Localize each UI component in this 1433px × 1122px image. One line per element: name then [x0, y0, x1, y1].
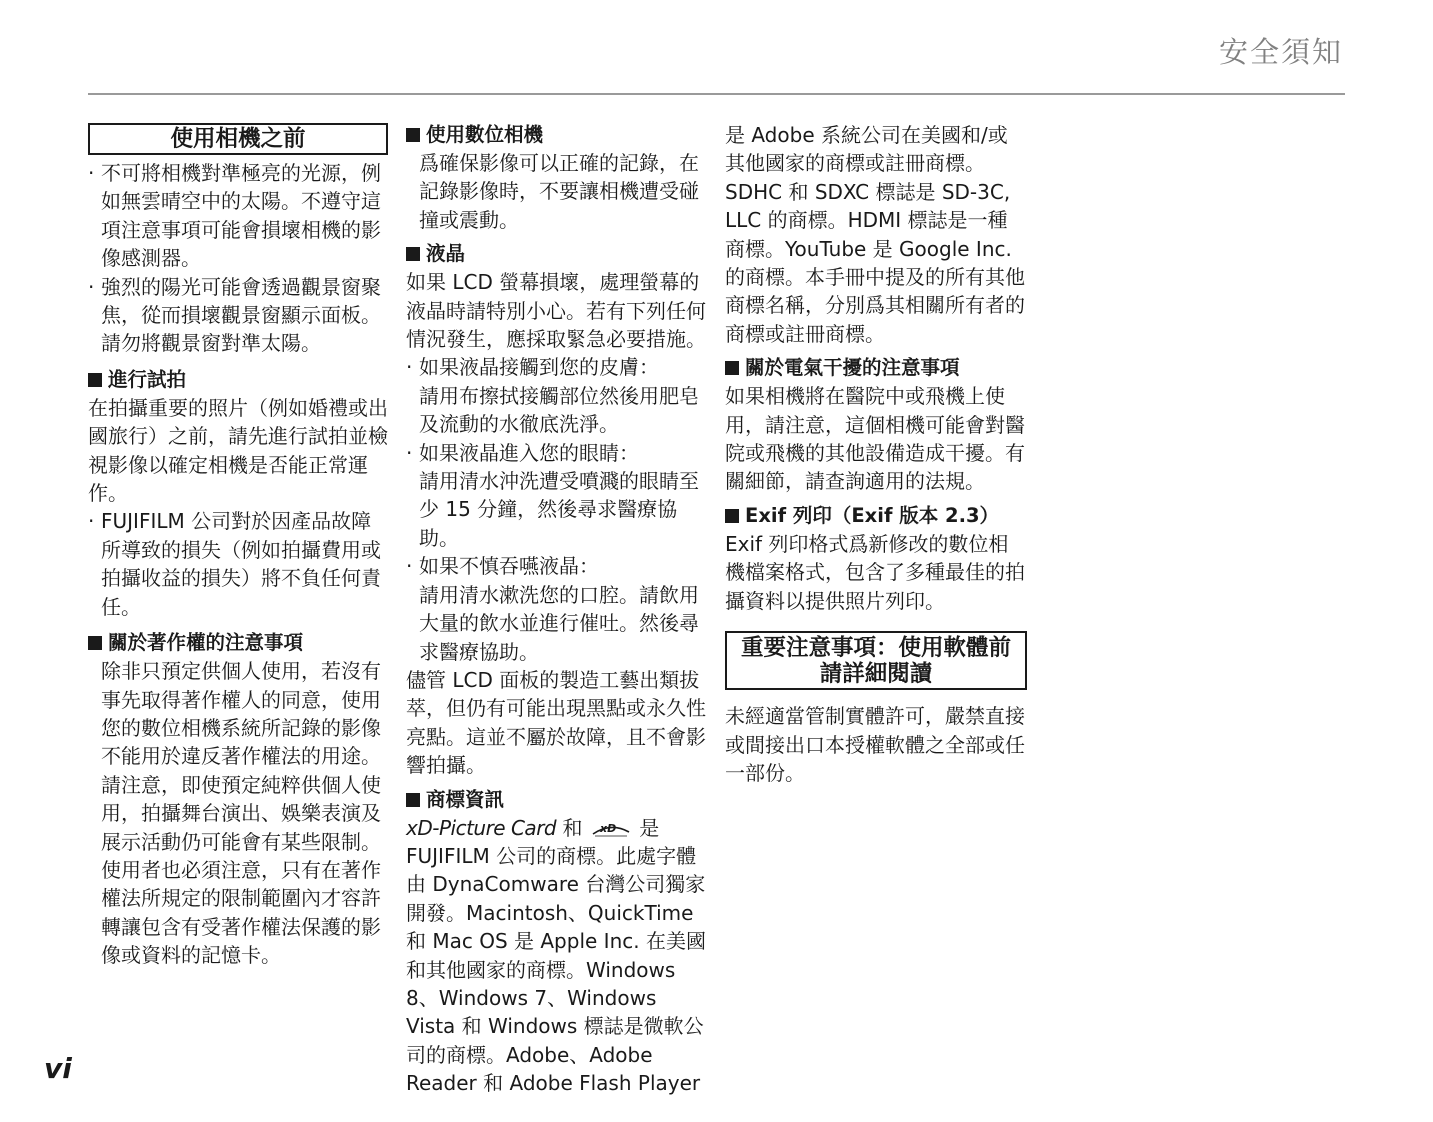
box-title-line: 重要注意事項：使用軟體前 — [740, 635, 1011, 662]
square-bullet-icon — [406, 128, 420, 142]
column-1 — [88, 121, 388, 970]
page-number: vi — [44, 1052, 72, 1085]
section-box-title-software — [725, 631, 1027, 690]
list-item-body: 請用清水沖洗遭受噴濺的眼睛至少 15 分鐘，然後尋求醫療協助。 — [419, 469, 699, 550]
section-heading-lcd — [406, 240, 708, 268]
paragraph-software-export: 未經適當管制實體許可，嚴禁直接或間接出口本授權軟體之全部或任一部份。 — [725, 704, 1025, 785]
paragraph-exif: Exif 列印格式爲新修改的數位相機檔案格式，包含了多種最佳的拍攝資料以提供照片列印。 — [725, 531, 1025, 613]
list-item — [406, 439, 708, 553]
column-3 — [725, 121, 1027, 787]
paragraph-lcd-footer: 儘管 LCD 面板的製造工藝出類拔萃，但仍有可能出現黑點或永久性亮點。這並不屬於故障，且不會影響拍攝。 — [406, 667, 706, 778]
xd-logo-icon — [591, 819, 631, 837]
list-item — [406, 353, 708, 438]
section-heading-text: 商標資訊 — [426, 787, 505, 811]
section-heading-text: 關於電氣干擾的注意事項 — [745, 356, 960, 380]
test-shot-bullet-list — [88, 507, 388, 621]
list-item-heading: · 如果液晶進入您的眼睛： — [419, 440, 639, 465]
paragraph-lcd: 如果 LCD 螢幕損壞，處理螢幕的液晶時請特別小心。若有下列任何情況發生，應採取緊急必要措施。 — [406, 270, 706, 352]
section-heading-copyright — [88, 629, 388, 657]
conjunction-text: 和 — [562, 815, 583, 840]
paragraph-copyright: 除非只預定供個人使用，若沒有事先取得著作權人的同意，使用您的數位相機系統所記錄的影像不能用於違反著作權法的用途。請注意，即使預定純粹供個人使用，拍攝舞台演出、娛樂表演及展示活動仍可能會有某些限制。使用者也必須注意，只有在著作權法所規定的限制範圍內才容許轉讓包含有受著作權法保護的影像或資料的記憶卡。 — [101, 659, 381, 968]
svg-text:xD: xD — [599, 821, 617, 835]
lcd-bullet-list — [406, 353, 708, 665]
list-item-heading: · 如果不慎吞嚥液晶： — [419, 554, 599, 579]
verb-text: 是 — [639, 815, 660, 840]
paragraph-interference: 如果相機將在醫院中或飛機上使用，請注意，這個相機可能會對醫院或飛機的其他設備造成干擾。有關細節，請查詢適用的法規。 — [725, 384, 1025, 494]
list-item-body: 請用布擦拭接觸部位然後用肥皂及流動的水徹底洗淨。 — [419, 383, 699, 437]
square-bullet-icon — [88, 636, 102, 650]
paragraph-trademark-continued: 是 Adobe 系統公司在美國和/或其他國家的商標或註冊商標。SDHC 和 SDXC 標誌是 SD-3C, LLC 的商標。HDMI 標誌是一種商標。YouTube 是 Google Inc. 的商標。本手冊中提及的所有其他商標名稱，分別爲其相關所有者的商標或註冊商標。 — [725, 123, 1025, 346]
square-bullet-icon — [725, 361, 739, 375]
column-2 — [406, 121, 708, 1098]
section-box-title-before-use: 使用相機之前 — [88, 123, 388, 155]
square-bullet-icon — [406, 793, 420, 807]
header-divider — [88, 93, 1345, 95]
list-item: · 強烈的陽光可能會透過觀景窗聚焦，從而損壞觀景窗顯示面板。請勿將觀景窗對準太陽。 — [88, 273, 388, 358]
square-bullet-icon — [725, 509, 739, 523]
paragraph-trademark — [406, 814, 708, 1098]
list-item-body: 請用清水漱洗您的口腔。請飲用大量的飲水並進行催吐。然後尋求醫療協助。 — [419, 582, 699, 664]
list-item-heading: · 如果液晶接觸到您的皮膚： — [419, 355, 659, 380]
section-heading-text: 進行試拍 — [108, 367, 187, 391]
section-heading-text: 液晶 — [426, 242, 466, 266]
page-header-title: 安全須知 — [1218, 35, 1343, 69]
square-bullet-icon — [88, 373, 102, 387]
section-heading-text: Exif 列印（Exif 版本 2.3） — [745, 503, 1000, 527]
section-heading-trademark — [406, 786, 708, 814]
section-heading-handling — [406, 121, 708, 149]
section-heading-test-shot — [88, 366, 388, 394]
section-heading-exif — [725, 502, 1027, 530]
square-bullet-icon — [406, 247, 420, 261]
list-item: · FUJIFILM 公司對於因產品故障所導致的損失（例如拍攝費用或拍攝收益的損失）將不負任何責任。 — [88, 507, 388, 621]
section-heading-interference — [725, 354, 1027, 382]
paragraph-handling: 爲確保影像可以正確的記錄，在記錄影像時，不要讓相機遭受碰撞或震動。 — [419, 151, 699, 232]
section-heading-text: 使用數位相機 — [426, 123, 544, 146]
paragraph-test-shot: 在拍攝重要的照片（例如婚禮或出國旅行）之前，請先進行試拍並檢視影像以確定相機是否能正常運作。 — [88, 395, 388, 506]
box-title-line: 請詳細閱讀 — [819, 661, 933, 688]
list-item — [406, 552, 708, 666]
list-item: · 不可將相機對準極亮的光源，例如無雲晴空中的太陽。不遵守這項注意事項可能會損壞相機的影像感測器。 — [88, 159, 388, 273]
section-heading-text: 關於著作權的注意事項 — [108, 631, 304, 655]
trademark-body: FUJIFILM 公司的商標。此處字體由 DynaComware 台灣公司獨家開發。Macintosh、QuickTime 和 Mac OS 是 Apple Inc. 在美國和其他國家的商標。Windows 8、Windows 7、Windows Vista 和 Windows 標誌是微軟公司的商標。Adobe、Adobe Reader 和 Adobe Flash Player — [406, 843, 706, 1096]
xd-picture-card-text: xD-Picture Card — [406, 815, 557, 840]
intro-bullet-list — [88, 159, 388, 358]
